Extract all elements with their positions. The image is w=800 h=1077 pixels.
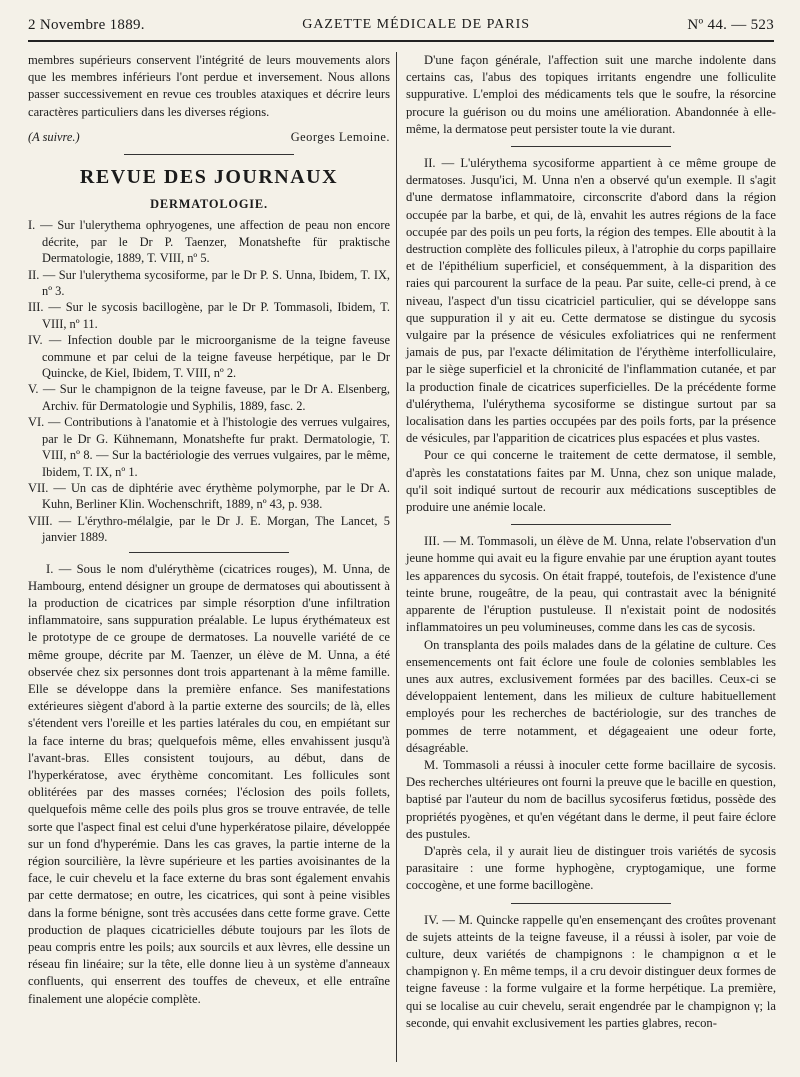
left-column (28, 52, 390, 1008)
header-date: 2 Novembre 1889. (28, 16, 145, 33)
divider (129, 552, 289, 553)
body-paragraph: II. — L'ulérythema sycosiforme appartient à ce même groupe de dermatoses. Jusqu'ici, M. Unna n'en a observé qu'un exemple. Il s'agit d'une dermatose inflammatoire, circonscrite d'abord dans la région occupée par la barbe, et qui, de là, envahit les autres régions de la face occupée par des poils un peu forts, la région des tempes. Elle aboutit à la destruction complète des follicules pileux, à l'atrophie du corps papillaire et de l'épithélium superficiel, et conséquemment, à la disparition des raies qui parcourent la surface de la peau. Par suite, celle-ci prend, à ce niveau, l'aspect d'un tissu cicatriciel particulier, qui se développe sans que suppuration il y ait eu. Cette dermatose se distingue du sycosis vulgaire par la présence de vésicules exfoliatrices qui ne renferment jamais de pus, par l'exacte délimitation de l'érythème interfolliculaire, par le siège superficiel et la chronicité de l'inflammation cutanée, et par la production finale de cicatrices superficielles. De la précédente forme d'ulérythema, l'ulérythema sycosiforme se distingue surtout par sa localisation dans les parties occupées par des poils forts, par la présence de vésicules, par l'apparition de cicatrices plus espacées et plus vastes. (406, 156, 776, 446)
header-rule (28, 40, 774, 42)
journal-entry-8: VIII. — L'érythro-mélalgie, par le Dr J. E. Morgan, The Lancet, 5 janvier 1889. (28, 513, 390, 545)
section-title: REVUE DES JOURNAUX (79, 166, 339, 189)
subsection-title: DERMATOLOGIE. (150, 197, 268, 212)
body-paragraph: IV. — M. Quincke rappelle qu'en ensemençant des croûtes provenant de sujets atteints de la teigne faveuse, il a réussi à isoler, par voie de culture, deux variétés de champignons : le champignon α et le champignon γ. En même temps, il a cru devoir distinguer deux formes de teigne faveuse : la forme vulgaire et la forme herpétique. La première, qui se localise au cuir chevelu, serait engendrée par le champignon γ; la seconde, qui envahit exclusivement les parties glabres, recon- (406, 912, 776, 1030)
continued-note: (A suivre.) (28, 129, 80, 144)
divider (511, 524, 671, 525)
body-paragraph: I. — Sous le nom d'ulérythème (cicatrices rouges), M. Unna, de Hambourg, entend désigner un groupe de dermatoses qui aboutissent à la production de cicatrices par simple résorption d'une infiltration inflammatoire, sans suppuration préalable. Le lupus érythémateux est le prototype de ce groupe de dermatoses. La nouvelle variété de ce même groupe, décrite par M. Taenzer, un élève de M. Unna, a été observée chez six personnes dont trois appartenant à la même famille. Elle se développe dans la première enfance. Ses manifestations extérieures siègent d'abord à la partie externe des sourcils; de là, elles s'étendent vers l'oreille et les parties latérales du cou, en empiétant sur la face interne du bras; quelquefois même, elles envahissent jusqu'à l'avant-bras. Elles consistent toujours, au début, dans de l'hyperkératose, avec érythème concomitant. Les follicules sont oblitérées par des masses cornées; l'éclosion des poils follets, quelquefois même celle des poils plus gros se trouve entravée, de telle sorte que l'aspect final est celui d'une hyperkératose pilaire, développée sur un fond d'hyperémie. Dans les cas graves, la partie interne de la région sourcilière, la lèvre supérieure et les parties avoisinantes de la face, le cuir chevelu et la face externe du bras sont également envahis par cette dermatose; en outre, les cicatrices, qui sont à peine visibles dans la forme bénigne, sont très accusées dans cette forme grave. Cette production de plaques cicatricielles débute toujours par les îlots de peau compris entre les poils; aux sourcils et aux lèvres, elle dessine un réseau fin linéaire; sur la tête, elle donne lieu à un système d'anneaux confluents, qui enserrent des touffes de cheveux, et elle entraîne finalement une alopécie complète. (28, 561, 390, 1006)
intro-paragraph: membres supérieurs conservent l'intégrité de leurs mouvements alors que les membres inférieurs l'ont perdue et inversement. Nous allons passer successivement en revue ces troubles ataxiques et décrire leurs caractères particuliers dans les diverses régions. (28, 53, 390, 119)
journal-entry-2: II. — Sur l'ulerythema sycosiforme, par le Dr P. S. Unna, Ibidem, T. IX, nº 3. (28, 267, 390, 299)
author-signature: Georges Lemoine. (290, 129, 390, 144)
divider (124, 154, 294, 155)
journal-entry-6: VI. — Contributions à l'anatomie et à l'histologie des verrues vulgaires, par le Dr G. Kühnemann, Monatshefte fur prakt. Dermatologie, T. VIII, nº 8. — Sur la bactériologie des verrues vulgaires, par le même, Ibidem, T. IX, nº 1. (28, 415, 390, 479)
header-title: GAZETTE MÉDICALE DE PARIS (302, 17, 531, 32)
column-rule (396, 52, 397, 1062)
body-paragraph: On transplanta des poils malades dans de la gélatine de culture. Ces ensemencements ont fait éclore une foule de colonies semblables les unes aux autres, exclusivement formées par des bacilles. Ceux-ci se développaient lentement, dans les milieux de culture habituellement employés pour les recherches de bactériologie, sur des tranches de pommes de terre notamment, et dégageaient une odeur forte, désagréable. (406, 637, 776, 755)
body-paragraph: M. Tommasoli a réussi à inoculer cette forme bacillaire de sycosis. Des recherches ultérieures ont fourni la preuve que le bacille en question, baptisé par l'auteur du nom de bacillus sycosiferus fœtidus, possède des propriétés pyogènes, et qu'en végétant dans le derme, il peut faire éclore des pustules. (406, 757, 776, 841)
signature-row (28, 129, 390, 146)
right-column (406, 52, 776, 1032)
journal-entry-5: V. — Sur le champignon de la teigne faveuse, par le Dr A. Elsenberg, Archiv. für Dermatologie und Syphilis, 1889, fasc. 2. (28, 382, 390, 413)
journal-entry-7: VII. — Un cas de diphtérie avec érythème polymorphe, par le Dr A. Kuhn, Berliner Klin. Wochenschrift, 1889, nº 43, p. 938. (28, 480, 390, 512)
page-header (28, 12, 774, 38)
body-paragraph: Pour ce qui concerne le traitement de cette dermatose, il semble, d'après les constatations faites par M. Unna, chez son unique malade, qu'il soit indiqué surtout de recourir aux médications susceptibles de produire une anémie locale. (406, 448, 776, 515)
header-page-number: Nº 44. — 523 (687, 16, 774, 33)
journal-entry-1: I. — Sur l'ulerythema ophryogenes, une affection de peau non encore décrite, par le Dr P. Taenzer, Monatshefte für praktische Dermatologie, 1889, T. VIII, nº 5. (28, 218, 390, 266)
body-paragraph: D'après cela, il y aurait lieu de distinguer trois variétés de sycosis parasitaire : une forme hyphogène, cryptogamique, une forme coccogène, et une forme bacillogène. (406, 843, 776, 893)
body-paragraph: D'une façon générale, l'affection suit une marche indolente dans certains cas, l'abus des topiques irritants engendre une folliculite suppurative. L'emploi des médicaments tels que le soufre, la résorcine procure la guérison ou du moins une amélioration. Abandonnée à elle-même, la dermatose peut persister toute la vie durant. (406, 53, 776, 136)
journal-entry-3: III. — Sur le sycosis bacillogène, par le Dr P. Tommasoli, Ibidem, T. VIII, nº 11. (28, 300, 390, 331)
journal-entry-4: IV. — Infection double par le microorganisme de la teigne faveuse commune et par celui de la teigne faveuse herpétique, par le Dr Quincke, de Kiel, Ibidem, T. VIII, nº 2. (28, 333, 390, 381)
body-paragraph: III. — M. Tommasoli, un élève de M. Unna, relate l'observation d'un jeune homme qui avait eu la figure envahie par une éruption ayant toutes les apparences du sycosis. On était frappé, toutefois, de l'existence d'une teinte brune, rougeâtre, de la peau, qui contrastait avec la bénignité apparente de l'éruption pustuleuse. Il n'existait point de nodosités inflammatoires un peu volumineuses, comme dans les cas de sycosis. (406, 534, 776, 635)
divider (511, 146, 671, 147)
divider (511, 903, 671, 904)
